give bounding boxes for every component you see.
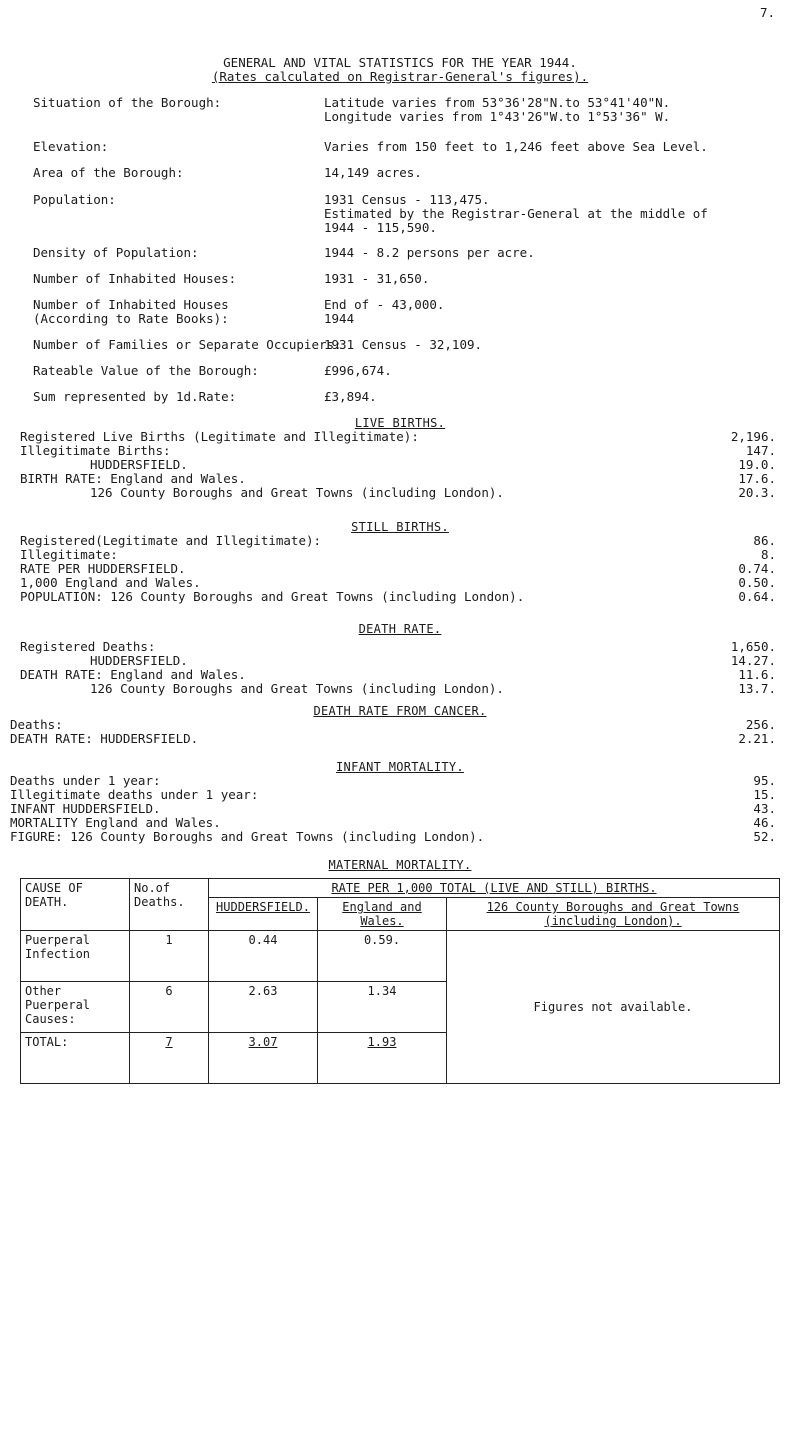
population-value-line: Estimated by the Registrar-General at the middle of (324, 206, 708, 221)
page-number: 7. (760, 5, 776, 20)
situation-value-line: Longitude varies from 1°43'26"W.to 1°53'36" W. (324, 109, 671, 124)
table-header-row (21, 879, 780, 898)
sum-label: Sum represented by 1d.Rate: (33, 389, 237, 404)
cause-cell (21, 931, 130, 982)
still-births-line: Illegitimate: (20, 547, 118, 562)
deaths-header-text: No.of Deaths. (134, 881, 185, 909)
england-wales-text: 0.59. (363, 933, 401, 947)
huddersfield-column-header (209, 898, 318, 931)
population-label: Population: (33, 192, 116, 207)
deaths-text: 6 (165, 984, 173, 998)
county-boroughs-header-text: 126 County Boroughs and Great Towns (including London). (486, 900, 740, 928)
cancer-value: 256. (745, 717, 776, 732)
houses-ratebook-label: (According to Rate Books): (33, 311, 229, 326)
infant-mortality-value: 46. (753, 815, 776, 830)
situation-label: Situation of the Borough: (33, 95, 222, 110)
cause-text: Puerperal Infection (25, 933, 91, 961)
huddersfield-cell (209, 931, 318, 982)
cause-cell (21, 1033, 130, 1084)
deaths-cell (130, 931, 209, 982)
death-rate-value: 1,650. (730, 639, 776, 654)
maternal-mortality-heading: MATERNAL MORTALITY. (328, 858, 472, 872)
houses-value: 1931 - 31,650. (324, 271, 430, 286)
still-births-line: 1,000 England and Wales. (20, 575, 201, 590)
houses-ratebook-value: 1944 (324, 311, 355, 326)
cancer-value: 2.21. (738, 731, 776, 746)
death-rate-heading: DEATH RATE. (358, 622, 442, 636)
huddersfield-text: 2.63 (248, 984, 278, 998)
cause-column-header (21, 879, 130, 931)
deaths-column-header (130, 879, 209, 931)
page-subtitle: (Rates calculated on Registrar-General's figures). (211, 69, 589, 84)
death-rate-line: 126 County Boroughs and Great Towns (including London). (90, 681, 504, 696)
families-value: 1931 Census - 32,109. (324, 337, 483, 352)
death-rate-value: 13.7. (738, 681, 776, 696)
cancer-heading: DEATH RATE FROM CANCER. (313, 704, 487, 718)
live-births-line: 126 County Boroughs and Great Towns (including London). (90, 485, 504, 500)
still-births-line: RATE PER HUDDERSFIELD. (20, 561, 186, 576)
still-births-value: 0.50. (738, 575, 776, 590)
still-births-line: POPULATION: 126 County Boroughs and Great Towns (including London). (20, 589, 525, 604)
death-rate-value: 11.6. (738, 667, 776, 682)
table-row (21, 931, 780, 982)
houses-label: Number of Inhabited Houses: (33, 271, 237, 286)
infant-mortality-line: FIGURE: 126 County Boroughs and Great Towns (including London). (10, 829, 485, 844)
infant-mortality-value: 52. (753, 829, 776, 844)
death-rate-line: HUDDERSFIELD. (90, 653, 188, 668)
houses-ratebook-label: Number of Inhabited Houses (33, 297, 229, 312)
still-births-value: 86. (753, 533, 776, 548)
england-wales-text: 1.93 (367, 1035, 397, 1049)
huddersfield-header-text: HUDDERSFIELD. (216, 900, 310, 914)
huddersfield-text: 3.07 (248, 1035, 278, 1049)
cancer-line: DEATH RATE: HUDDERSFIELD. (10, 731, 199, 746)
england-wales-text: 1.34 (367, 984, 397, 998)
density-label: Density of Population: (33, 245, 199, 260)
cause-text: Other Puerperal Causes: (25, 984, 91, 1026)
live-births-value: 20.3. (738, 485, 776, 500)
still-births-value: 0.74. (738, 561, 776, 576)
sum-value: £3,894. (324, 389, 377, 404)
elevation-label: Elevation: (33, 139, 109, 154)
population-value-line: 1931 Census - 113,475. (324, 192, 490, 207)
infant-mortality-value: 95. (753, 773, 776, 788)
death-rate-value: 14.27. (730, 653, 776, 668)
rate-group-header (209, 879, 780, 898)
area-value: 14,149 acres. (324, 165, 422, 180)
infant-mortality-line: Illegitimate deaths under 1 year: (10, 787, 259, 802)
infant-mortality-line: Deaths under 1 year: (10, 773, 161, 788)
rateable-value: £996,674. (324, 363, 392, 378)
families-label: Number of Families or Separate Occupiers: (33, 337, 342, 352)
infant-mortality-heading: INFANT MORTALITY. (336, 760, 464, 774)
still-births-value: 0.64. (738, 589, 776, 604)
england-wales-cell (318, 931, 447, 982)
england-wales-cell (318, 982, 447, 1033)
not-available-text: Figures not available. (533, 1000, 693, 1014)
live-births-line: Illegitimate Births: (20, 443, 171, 458)
area-label: Area of the Borough: (33, 165, 184, 180)
population-value-line: 1944 - 115,590. (324, 220, 437, 235)
cause-text: TOTAL: (25, 1035, 69, 1049)
rate-group-header-text: RATE PER 1,000 TOTAL (LIVE AND STILL) BIRTHS. (331, 881, 657, 895)
deaths-text: 1 (165, 933, 173, 947)
live-births-line: HUDDERSFIELD. (90, 457, 188, 472)
not-available-cell (447, 931, 780, 1084)
houses-ratebook-value: End of - 43,000. (324, 297, 445, 312)
live-births-value: 147. (745, 443, 776, 458)
huddersfield-cell (209, 1033, 318, 1084)
deaths-text: 7 (165, 1035, 173, 1049)
live-births-value: 2,196. (730, 429, 776, 444)
infant-mortality-value: 15. (753, 787, 776, 802)
england-wales-header-text: England and Wales. (342, 900, 422, 928)
live-births-line: BIRTH RATE: England and Wales. (20, 471, 246, 486)
infant-mortality-line: MORTALITY England and Wales. (10, 815, 221, 830)
england-wales-cell (318, 1033, 447, 1084)
deaths-cell (130, 982, 209, 1033)
page-title: GENERAL AND VITAL STATISTICS FOR THE YEAR 1944. (223, 55, 577, 70)
still-births-line: Registered(Legitimate and Illegitimate): (20, 533, 322, 548)
rateable-label: Rateable Value of the Borough: (33, 363, 259, 378)
death-rate-line: Registered Deaths: (20, 639, 156, 654)
england-wales-column-header (318, 898, 447, 931)
live-births-line: Registered Live Births (Legitimate and Illegitimate): (20, 429, 419, 444)
density-value: 1944 - 8.2 persons per acre. (324, 245, 535, 260)
cancer-line: Deaths: (10, 717, 63, 732)
situation-value-line: Latitude varies from 53°36'28"N.to 53°41'40"N. (324, 95, 671, 110)
live-births-value: 17.6. (738, 471, 776, 486)
county-boroughs-column-header (447, 898, 780, 931)
cause-header-text: CAUSE OF DEATH. (25, 881, 83, 909)
still-births-heading: STILL BIRTHS. (351, 520, 449, 534)
maternal-mortality-table (20, 878, 780, 1084)
still-births-value: 8. (760, 547, 776, 562)
infant-mortality-line: INFANT HUDDERSFIELD. (10, 801, 161, 816)
live-births-value: 19.0. (738, 457, 776, 472)
infant-mortality-value: 43. (753, 801, 776, 816)
huddersfield-text: 0.44 (248, 933, 278, 947)
live-births-heading: LIVE BIRTHS. (354, 416, 446, 430)
death-rate-line: DEATH RATE: England and Wales. (20, 667, 246, 682)
deaths-cell (130, 1033, 209, 1084)
elevation-value: Varies from 150 feet to 1,246 feet above Sea Level. (324, 139, 708, 154)
huddersfield-cell (209, 982, 318, 1033)
cause-cell (21, 982, 130, 1033)
